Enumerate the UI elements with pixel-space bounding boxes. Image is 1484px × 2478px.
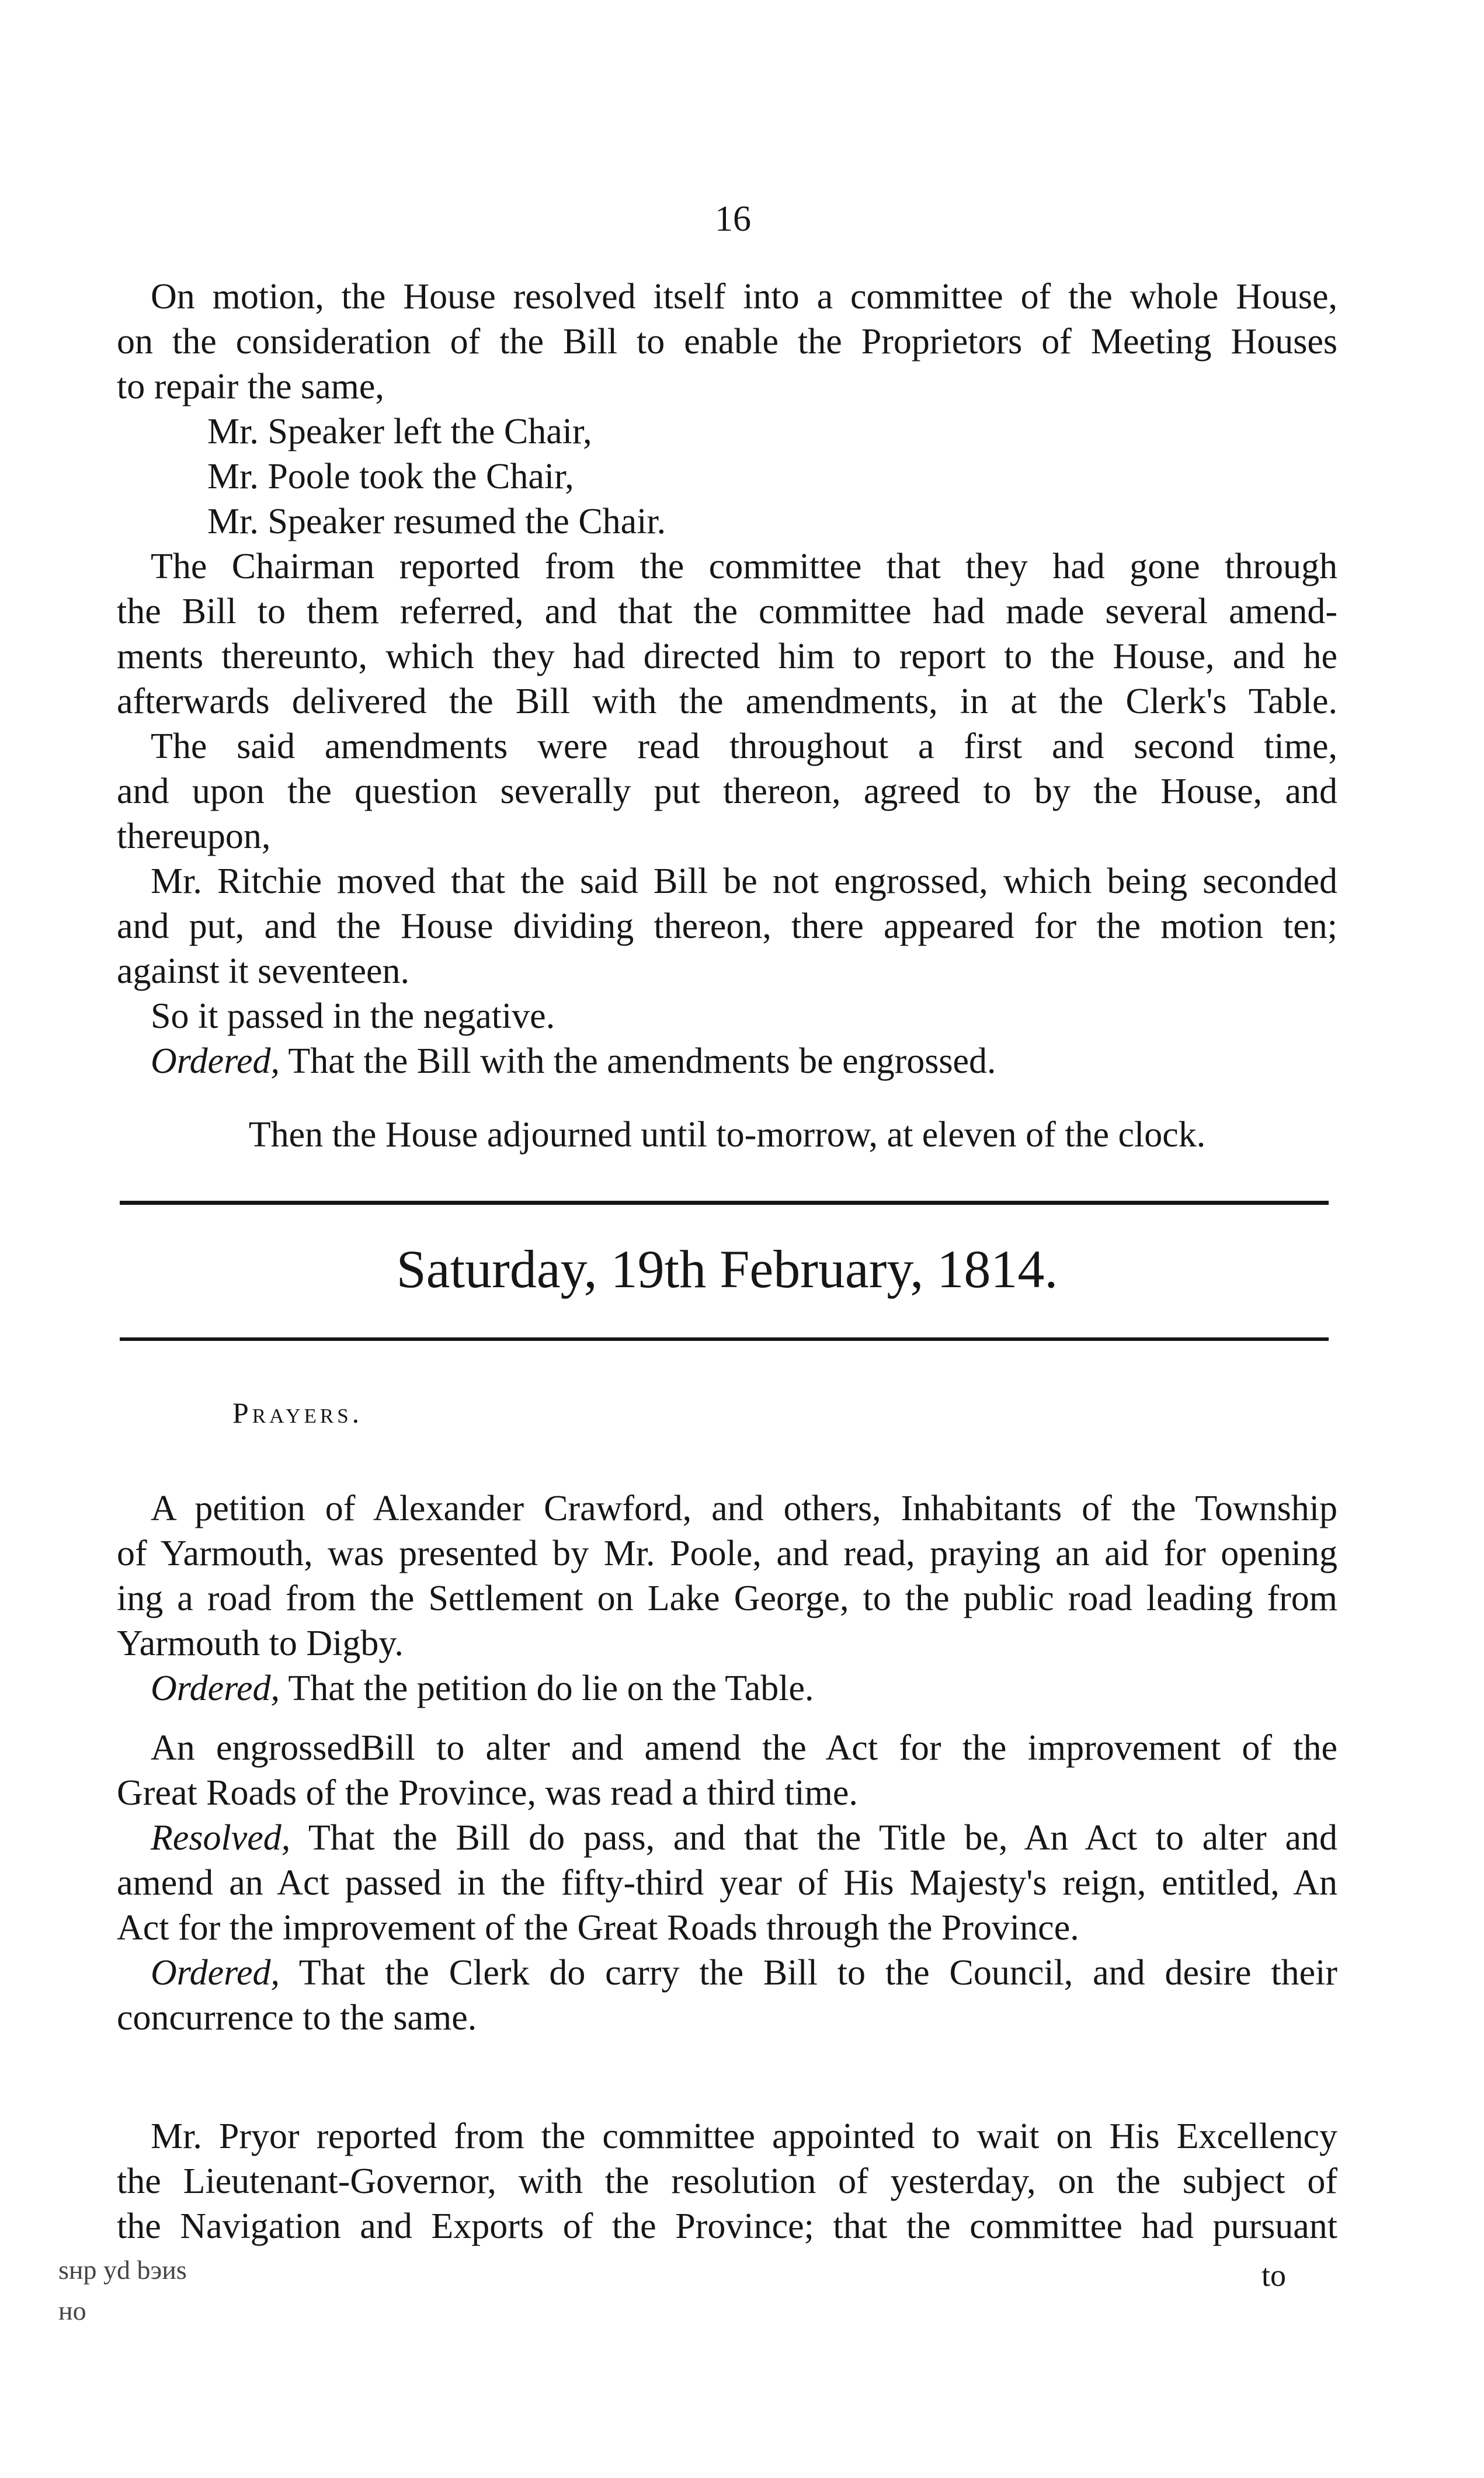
engrossed-bill-paragraph bbox=[117, 1726, 1337, 2041]
pryor-report-paragraph bbox=[117, 2114, 1337, 2249]
ordered-text: That the petition do lie on the Table. bbox=[279, 1669, 814, 1708]
heading-rule-bottom bbox=[120, 1337, 1329, 1341]
text-line: the Lieutenant-Governor, with the resolution of yesterday, on the subject of bbox=[117, 2161, 1337, 2201]
text-line: Mr. Speaker resumed the Chair. bbox=[207, 502, 666, 541]
resolved-text: That the Bill do pass, and that the Title be, An Act to alter and bbox=[290, 1818, 1337, 1858]
text-line: afterwards delivered the Bill with the amendments, in at the Clerk's Table. bbox=[117, 682, 1337, 721]
text-line: thereupon, bbox=[117, 816, 271, 856]
text-line: On motion, the House resolved itself into a committee of the whole House, bbox=[151, 277, 1337, 317]
text-line: ments thereunto, which they had directed him to report to the House, and he bbox=[117, 637, 1337, 676]
text-line: to repair the same, bbox=[117, 367, 384, 406]
text-line: the Navigation and Exports of the Province; that the committee had pursuant bbox=[117, 2206, 1337, 2246]
ordered-label: Ordered, bbox=[151, 1041, 280, 1081]
text-line: Mr. Poole took the Chair, bbox=[207, 457, 574, 496]
text-line: on the consideration of the Bill to enable the Proprietors of Meeting Houses bbox=[117, 322, 1337, 362]
bleed-through-text: ѕнр уd bэиѕ bbox=[58, 2255, 187, 2285]
text-line: The Chairman reported from the committee that they had gone through bbox=[151, 547, 1337, 586]
text-line: Mr. Pryor reported from the committee appointed to wait on His Excellency bbox=[151, 2116, 1337, 2156]
ordered-line bbox=[117, 1951, 1337, 1996]
text-line: Great Roads of the Province, was read a third time. bbox=[117, 1773, 858, 1813]
ordered-label: Ordered, bbox=[151, 1669, 280, 1708]
adjournment-line: Then the House adjourned until to-morrow, at eleven of the clock. bbox=[248, 1115, 1206, 1155]
text-line: Mr. Ritchie moved that the said Bill be not engrossed, which being seconded bbox=[151, 861, 1337, 901]
text-line: An engrossedBill to alter and amend the Act for the improvement of the bbox=[151, 1728, 1337, 1768]
ordered-text: That the Bill with the amendments be engrossed. bbox=[279, 1041, 996, 1081]
text-line: against it seventeen. bbox=[117, 951, 409, 991]
ordered-line bbox=[117, 1039, 1337, 1084]
date-heading: Saturday, 19th February, 1814. bbox=[396, 1239, 1058, 1299]
ordered-text: That the Clerk do carry the Bill to the Council, and desire their bbox=[279, 1953, 1337, 1993]
ordered-label: Ordered, bbox=[151, 1953, 280, 1993]
text-line: and upon the question severally put thereon, agreed to by the House, and bbox=[117, 771, 1337, 811]
text-line: The said amendments were read throughout a first and second time, bbox=[151, 727, 1337, 766]
adjournment bbox=[117, 1113, 1337, 1158]
heading-rule-top bbox=[120, 1201, 1329, 1205]
page-number: 16 bbox=[715, 199, 751, 239]
ordered-line bbox=[117, 1666, 1337, 1711]
prayers-heading: Prayers. bbox=[232, 1396, 363, 1429]
resolved-label: Resolved, bbox=[151, 1818, 291, 1858]
text-line: Yarmouth to Digby. bbox=[117, 1624, 404, 1663]
text-line: Act for the improvement of the Great Roads through the Province. bbox=[117, 1908, 1079, 1948]
bleed-through-text: но bbox=[58, 2296, 86, 2326]
text-line: So it passed in the negative. bbox=[151, 996, 555, 1036]
petition-paragraph bbox=[117, 1486, 1337, 1711]
text-line: Mr. Speaker left the Chair, bbox=[207, 412, 592, 451]
committee-proceedings bbox=[117, 274, 1337, 1084]
text-line: the Bill to them referred, and that the committee had made several amend- bbox=[117, 592, 1337, 631]
text-line: A petition of Alexander Crawford, and others, Inhabitants of the Township bbox=[151, 1489, 1337, 1528]
catchword: to bbox=[1261, 2258, 1287, 2293]
text-line: amend an Act passed in the fifty-third year of His Majesty's reign, entitled, An bbox=[117, 1863, 1337, 1903]
text-line: concurrence to the same. bbox=[117, 1998, 477, 2038]
resolved-line bbox=[117, 1816, 1337, 1861]
text-line: ing a road from the Settlement on Lake George, to the public road leading from bbox=[117, 1579, 1337, 1618]
text-line: of Yarmouth, was presented by Mr. Poole, and read, praying an aid for opening bbox=[117, 1534, 1337, 1573]
text-line: and put, and the House dividing thereon, there appeared for the motion ten; bbox=[117, 906, 1337, 946]
